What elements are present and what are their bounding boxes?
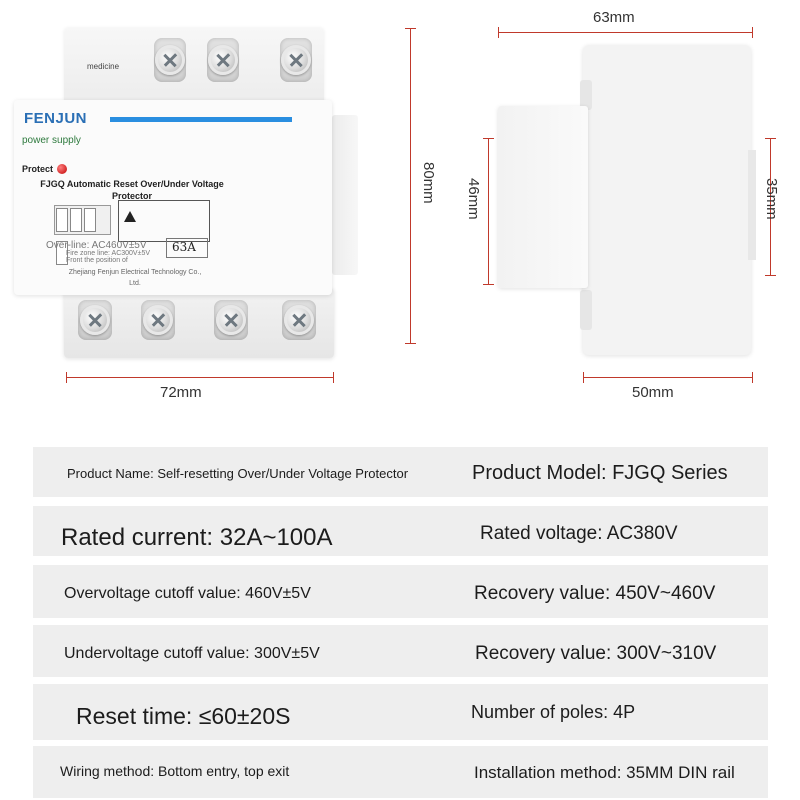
front-width-dimension-line <box>66 377 334 378</box>
front-position-line: Front the position of <box>66 257 128 264</box>
spec-row-1 <box>33 447 768 497</box>
overvoltage-recovery: Recovery value: 450V~460V <box>474 583 716 604</box>
screw-icon <box>284 305 314 335</box>
brand-logo: FENJUN <box>24 110 88 127</box>
side-bottom-lip <box>580 290 592 330</box>
side-left-height-label: 46mm <box>465 178 482 220</box>
bottom-terminal-2 <box>141 300 175 340</box>
protect-label: Protect <box>22 164 54 174</box>
brand-stripe <box>110 117 292 122</box>
device-front-view <box>14 0 344 365</box>
company-line2: Ltd. <box>129 280 141 287</box>
warning-icon <box>124 211 136 222</box>
device-subtitle: power supply <box>22 135 81 146</box>
screw-icon <box>80 305 110 335</box>
product-model: Product Model: FJGQ Series <box>472 462 728 484</box>
top-terminal-1 <box>154 38 186 82</box>
device-side-view <box>583 45 751 355</box>
spec-row-4 <box>33 625 768 677</box>
screw-icon <box>216 305 246 335</box>
top-terminal-2 <box>207 38 239 82</box>
over-line-text: Over-line: AC460V±5V <box>46 240 147 251</box>
overvoltage-cutoff: Overvoltage cutoff value: 460V±5V <box>64 585 311 602</box>
rated-voltage: Rated voltage: AC380V <box>480 523 678 544</box>
company-line1: Zhejiang Fenjun Electrical Technology Co., <box>68 269 202 276</box>
side-top-dimension-line <box>498 32 753 33</box>
number-of-poles: Number of poles: 4P <box>471 702 636 722</box>
undervoltage-recovery: Recovery value: 300V~310V <box>475 643 717 664</box>
top-terminal-3 <box>280 38 312 82</box>
product-name: Product Name: Self-resetting Over/Under Voltage Protector <box>67 466 409 481</box>
rated-current: Rated current: 32A~100A <box>61 524 333 551</box>
bottom-terminal-4 <box>282 300 316 340</box>
bottom-terminal-3 <box>214 300 248 340</box>
screw-icon <box>155 45 185 75</box>
device-side-tab <box>332 115 358 275</box>
rating-text: 63A <box>172 240 196 254</box>
company-name <box>50 267 220 289</box>
led-icon <box>57 164 67 174</box>
reset-time: Reset time: ≤60±20S <box>76 703 291 729</box>
front-width-label: 72mm <box>160 384 202 401</box>
device-title-line1: FJGQ Automatic Reset Over/Under Voltage <box>40 179 224 189</box>
spec-row-3 <box>33 565 768 618</box>
medicine-label: medicine <box>87 62 120 71</box>
bottom-terminal-1 <box>78 300 112 340</box>
wiring-method: Wiring method: Bottom entry, top exit <box>60 763 290 779</box>
side-front-face <box>498 106 588 288</box>
switch-diagram-icon <box>54 205 111 235</box>
front-height-label: 80mm <box>420 162 437 204</box>
side-top-width-label: 63mm <box>593 9 635 26</box>
warning-label <box>118 200 210 242</box>
screw-icon <box>143 305 173 335</box>
undervoltage-cutoff: Undervoltage cutoff value: 300V±5V <box>64 645 320 662</box>
screw-icon <box>208 45 238 75</box>
spec-row-2 <box>33 506 768 556</box>
front-height-dimension-line <box>410 28 411 344</box>
installation-method: Installation method: 35MM DIN rail <box>474 763 735 782</box>
device-title-line2: Protector <box>111 191 152 201</box>
side-bottom-dimension-line <box>583 377 753 378</box>
fire-zone-line: Fire zone line: AC300V±5V <box>66 250 150 257</box>
screw-icon <box>281 45 311 75</box>
protect-indicator <box>22 164 67 174</box>
device-title <box>32 178 232 202</box>
din-rail-clip <box>748 150 756 260</box>
spec-row-5 <box>33 684 768 740</box>
side-bottom-width-label: 50mm <box>632 384 674 401</box>
fire-zone-text <box>66 250 150 264</box>
side-right-height-label: 35mm <box>763 178 780 220</box>
side-left-dimension-line <box>488 138 489 285</box>
spec-row-6 <box>33 746 768 798</box>
